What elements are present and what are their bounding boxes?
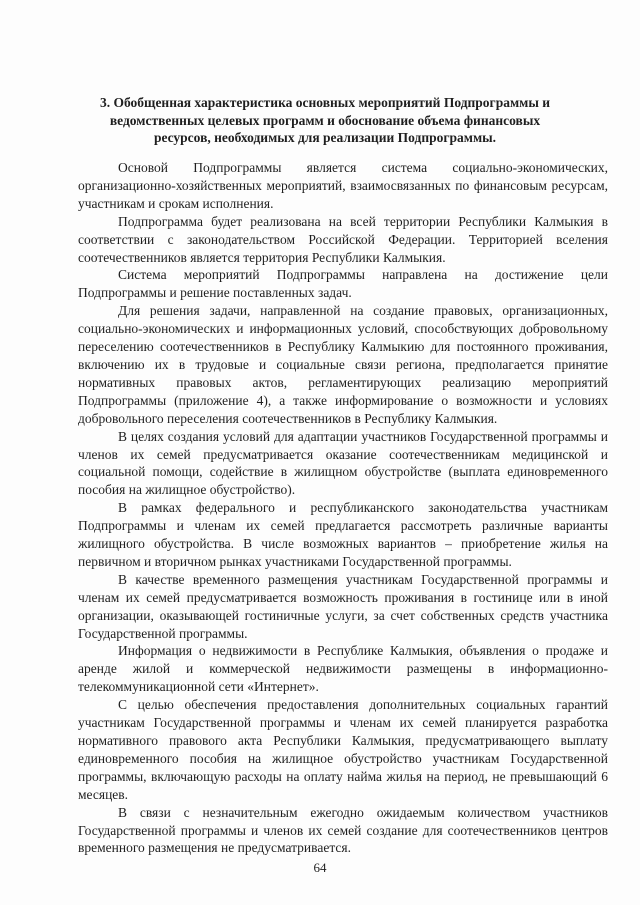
paragraph-6: В рамках федерального и республиканского законодательства участникам Подпрограммы и членам их семей предлагается рассмотреть различные варианты жилищного обустройства. В числе возможных вариантов – приобретение жилья на первичном и вторичном рынках участниками Государственной программы. [78,500,608,569]
paragraph-1: Основой Подпрограммы является система социально-экономических, организационно-хозяйственных мероприятий, взаимосвязанных по финансовым ресурсам, участникам и срокам исполнения. [78,160,608,211]
paragraph-3: Система мероприятий Подпрограммы направлена на достижение цели Подпрограммы и решение поставленных задач. [78,267,608,301]
paragraph-4: Для решения задачи, направленной на создание правовых, организационных, социально-экономических и информационных условий, способствующих добровольному переселению соотечественников в Республику Калмыкию для постоянного проживания, включению их в трудовые и социальные связи региона, предполагается принятие нормативных правовых актов, регламентирующих реализацию мероприятий Подпрограммы (приложение 4), а также информирование о возможности и условиях добровольного переселения соотечественников в Республику Калмыкия. [78,303,608,426]
document-body [78,159,608,857]
section-heading: 3. Обобщенная характеристика основных мероприятий Подпрограммы и ведомственных целевых программ и обоснование объема финансовых ресурсов, необходимых для реализации Подпрограммы. [99,95,551,145]
paragraph-8: Информация о недвижимости в Республике Калмыкия, объявления о продаже и аренде жилой и коммерческой недвижимости размещены в информационно-телекоммуникационной сети «Интернет». [78,643,608,695]
paragraph-10: В связи с незначительным ежегодно ожидаемым количеством участников Государственной программы и членов их семей создание для соотечественников центров временного размещения не предусматривается. [78,804,608,856]
paragraph-5: В целях создания условий для адаптации участников Государственной программы и членов их семей предусматривается оказание соотечественникам медицинской и социальной помощи, содействие в жилищном обустройстве (выплата единовременного пособия на жилищное обустройство). [78,428,608,498]
paragraph-9: С целью обеспечения предоставления дополнительных социальных гарантий участникам Государственной программы и членам их семей планируется разработка нормативного правового акта Республики Калмыкия, предусматривающего выплату единовременного пособия на жилищное обустройство участникам Государственной программы, включающую расходы на оплату найма жилья на период, не превышающий 6 месяцев. [78,697,608,802]
paragraph-7: В качестве временного размещения участникам Государственной программы и членам их семей предусматривается возможность проживания в гостинице или в иной организации, оказывающей гостиничные услуги, за счет собственных средств участника Государственной программы. [78,571,608,641]
paragraph-2: Подпрограмма будет реализована на всей территории Республики Калмыкия в соответствии с законодательством Российской Федерации. Территорией вселения соотечественников является территория Республики Калмыкия. [78,213,608,265]
page-number: 64 [313,860,327,875]
